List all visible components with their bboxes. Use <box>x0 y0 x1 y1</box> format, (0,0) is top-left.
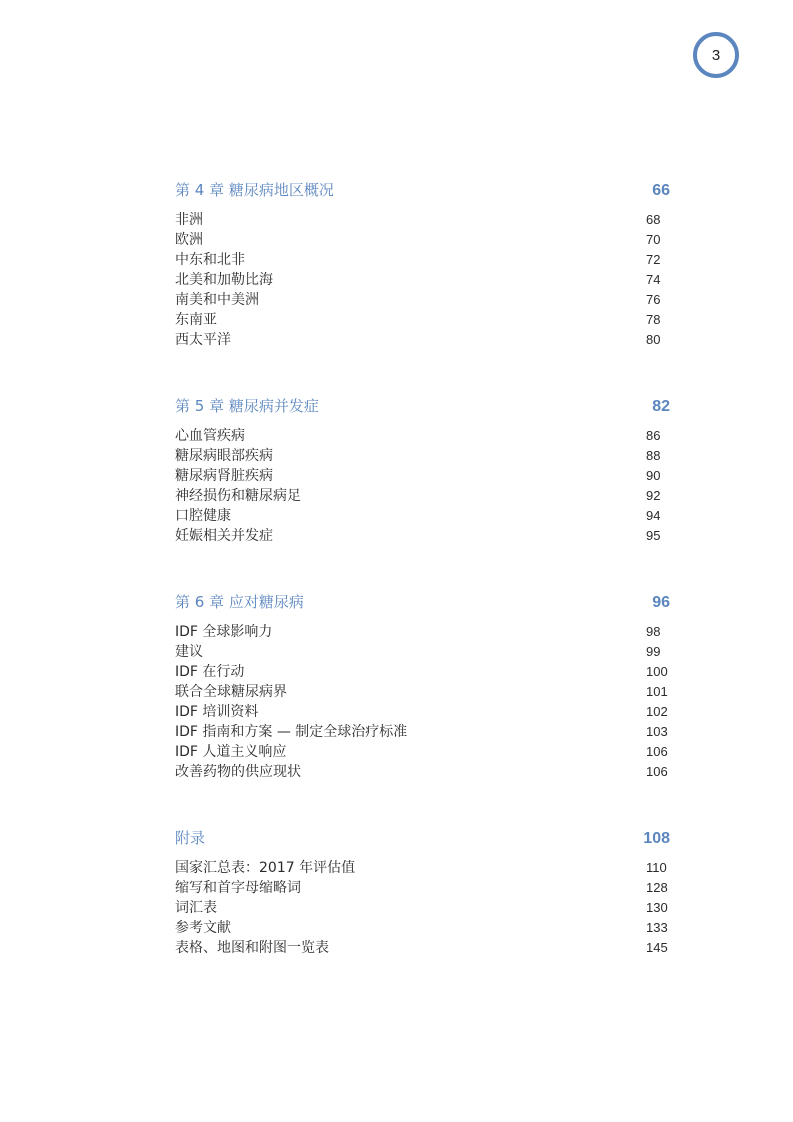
entry-label: IDF 培训资料 <box>175 704 259 720</box>
section-page-number: 82 <box>652 398 670 415</box>
entry-page-number: 110 <box>646 860 667 875</box>
section-heading[interactable] <box>175 178 670 202</box>
entry-page-number: 78 <box>646 312 661 327</box>
toc-entry[interactable] <box>175 466 670 486</box>
toc-entry[interactable] <box>175 682 670 702</box>
entry-page-number: 70 <box>646 232 661 247</box>
section-heading[interactable] <box>175 590 670 614</box>
toc-entry[interactable] <box>175 230 670 250</box>
toc-entry[interactable] <box>175 642 670 662</box>
entry-label: 参考文献 <box>175 920 231 936</box>
entry-label: 建议 <box>175 644 203 660</box>
toc-entry[interactable] <box>175 662 670 682</box>
toc-entry[interactable] <box>175 310 670 330</box>
entry-label: 南美和中美洲 <box>175 292 259 308</box>
entry-page-number: 128 <box>646 880 668 895</box>
entry-page-number: 68 <box>646 212 661 227</box>
entry-label: 东南亚 <box>175 312 217 328</box>
entry-label: 表格、地图和附图一览表 <box>175 940 329 956</box>
toc-section <box>175 394 670 546</box>
toc-entry[interactable] <box>175 486 670 506</box>
entry-label: 欧洲 <box>175 232 203 248</box>
toc-entry[interactable] <box>175 446 670 466</box>
entry-page-number: 80 <box>646 332 661 347</box>
page-number-badge: 3 <box>693 32 739 78</box>
toc-entry[interactable] <box>175 858 670 878</box>
entry-label: 神经损伤和糖尿病足 <box>175 488 301 504</box>
entry-label: 缩写和首字母缩略词 <box>175 880 301 896</box>
entry-page-number: 130 <box>646 900 668 915</box>
entry-label: 心血管疾病 <box>175 428 245 444</box>
section-title: 第 6 章 应对糖尿病 <box>175 593 304 611</box>
entry-label: 糖尿病眼部疾病 <box>175 448 273 464</box>
section-heading[interactable] <box>175 826 670 850</box>
entry-label: IDF 指南和方案 — 制定全球治疗标准 <box>175 724 408 740</box>
toc-entry[interactable] <box>175 722 670 742</box>
section-title: 附录 <box>175 829 206 847</box>
entry-page-number: 95 <box>646 528 661 543</box>
toc-entry[interactable] <box>175 250 670 270</box>
toc-entry[interactable] <box>175 290 670 310</box>
entry-page-number: 100 <box>646 664 668 679</box>
toc-entry[interactable] <box>175 270 670 290</box>
entry-label: 妊娠相关并发症 <box>175 528 273 544</box>
toc-entry[interactable] <box>175 878 670 898</box>
entry-page-number: 98 <box>646 624 661 639</box>
toc-entry[interactable] <box>175 702 670 722</box>
entry-page-number: 103 <box>646 724 668 739</box>
entry-page-number: 90 <box>646 468 661 483</box>
entry-label: IDF 人道主义响应 <box>175 744 287 760</box>
entry-page-number: 106 <box>646 744 668 759</box>
section-heading[interactable] <box>175 394 670 418</box>
section-page-number: 66 <box>652 182 670 199</box>
entry-list <box>175 210 670 350</box>
entry-page-number: 76 <box>646 292 661 307</box>
entry-label: 口腔健康 <box>175 508 231 524</box>
section-title: 第 5 章 糖尿病并发症 <box>175 397 319 415</box>
toc-entry[interactable] <box>175 506 670 526</box>
section-title: 第 4 章 糖尿病地区概况 <box>175 181 334 199</box>
entry-page-number: 92 <box>646 488 661 503</box>
toc-entry[interactable] <box>175 898 670 918</box>
toc-section <box>175 178 670 350</box>
entry-list <box>175 622 670 782</box>
entry-label: 西太平洋 <box>175 332 231 348</box>
entry-label: 糖尿病肾脏疾病 <box>175 468 273 484</box>
entry-page-number: 72 <box>646 252 661 267</box>
entry-page-number: 106 <box>646 764 668 779</box>
entry-page-number: 133 <box>646 920 668 935</box>
entry-page-number: 102 <box>646 704 668 719</box>
entry-page-number: 88 <box>646 448 661 463</box>
entry-label: 改善药物的供应现状 <box>175 764 301 780</box>
entry-label: 联合全球糖尿病界 <box>175 684 287 700</box>
toc-entry[interactable] <box>175 330 670 350</box>
entry-page-number: 94 <box>646 508 661 523</box>
toc-section <box>175 826 670 958</box>
entry-page-number: 145 <box>646 940 668 955</box>
toc-entry[interactable] <box>175 742 670 762</box>
entry-label: 国家汇总表：2017 年评估值 <box>175 860 356 876</box>
toc-entry[interactable] <box>175 526 670 546</box>
toc-entry[interactable] <box>175 426 670 446</box>
entry-page-number: 86 <box>646 428 661 443</box>
entry-page-number: 101 <box>646 684 668 699</box>
entry-page-number: 99 <box>646 644 661 659</box>
section-page-number: 108 <box>643 830 670 847</box>
table-of-contents <box>175 178 670 1002</box>
toc-entry[interactable] <box>175 938 670 958</box>
entry-label: 北美和加勒比海 <box>175 272 273 288</box>
entry-label: 中东和北非 <box>175 252 245 268</box>
entry-list <box>175 426 670 546</box>
entry-label: 词汇表 <box>175 900 217 916</box>
toc-entry[interactable] <box>175 918 670 938</box>
toc-section <box>175 590 670 782</box>
section-page-number: 96 <box>652 594 670 611</box>
toc-entry[interactable] <box>175 762 670 782</box>
entry-label: IDF 全球影响力 <box>175 624 273 640</box>
entry-label: IDF 在行动 <box>175 664 245 680</box>
toc-entry[interactable] <box>175 622 670 642</box>
entry-label: 非洲 <box>175 212 203 228</box>
entry-page-number: 74 <box>646 272 661 287</box>
toc-entry[interactable] <box>175 210 670 230</box>
entry-list <box>175 858 670 958</box>
